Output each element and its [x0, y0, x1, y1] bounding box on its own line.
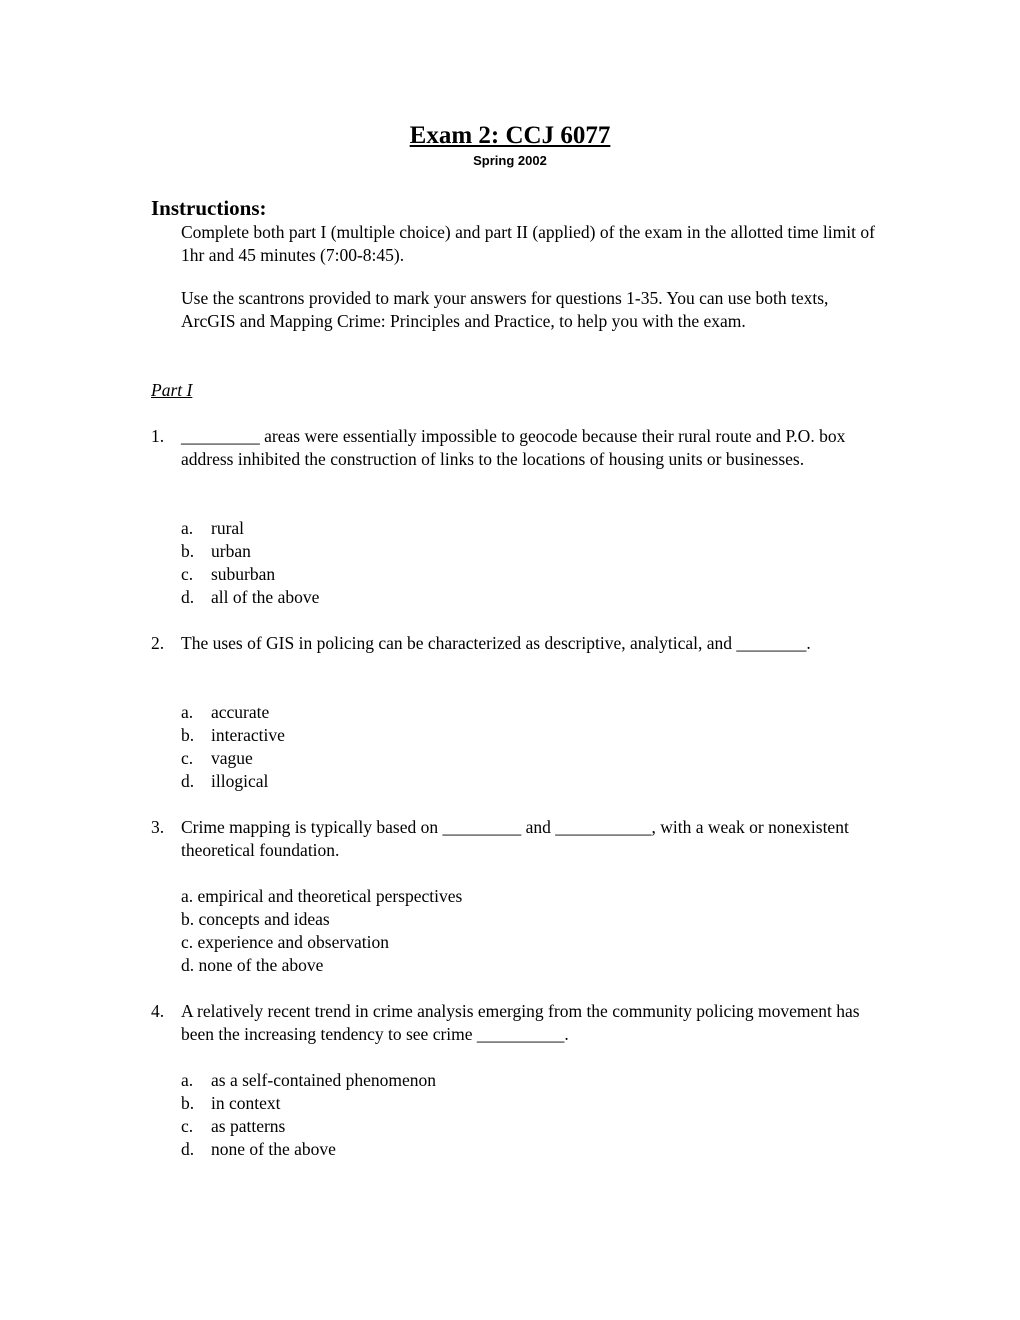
question-number: 3. [151, 817, 165, 837]
option: b. in context [181, 1093, 281, 1113]
question-4 [151, 1000, 881, 1046]
exam-subtitle: Spring 2002 [473, 153, 547, 168]
question-1-options [181, 517, 319, 609]
question-2 [151, 632, 881, 655]
part-label: Part I [151, 380, 193, 400]
option: d. illogical [181, 771, 269, 791]
instructions-paragraph-2: Use the scantrons provided to mark your answers for questions 1-35. You can use both texts, ArcGIS and Mapping Crime: Principles and Practice, to help you with the exam. [181, 288, 829, 331]
option: c. experience and observation [181, 932, 389, 952]
option: a. rural [181, 518, 245, 538]
question-3-options [181, 885, 462, 977]
option: d. none of the above [181, 955, 324, 975]
option: a. as a self-contained phenomenon [181, 1070, 436, 1090]
question-text: _________ areas were essentially impossible to geocode because their rural route and P.O. box address inhibited the construction of links to the locations of housing units or businesses. [181, 426, 846, 469]
instructions-paragraph-1: Complete both part I (multiple choice) and part II (applied) of the exam in the allotted time limit of 1hr and 45 minutes (7:00-8:45). [181, 222, 875, 265]
question-number: 2. [151, 633, 165, 653]
option: d. all of the above [181, 587, 320, 607]
option: b. interactive [181, 725, 285, 745]
instructions-heading: Instructions: [151, 196, 267, 220]
option: c. as patterns [181, 1116, 286, 1136]
option: b. urban [181, 541, 251, 561]
exam-title: Exam 2: CCJ 6077 [409, 122, 611, 149]
option: a. accurate [181, 702, 270, 722]
option: d. none of the above [181, 1139, 336, 1159]
question-4-options [181, 1069, 436, 1161]
question-number: 4. [151, 1001, 165, 1021]
question-text: The uses of GIS in policing can be characterized as descriptive, analytical, and ________. [181, 633, 811, 653]
option: c. suburban [181, 564, 276, 584]
option: b. concepts and ideas [181, 909, 330, 929]
option: a. empirical and theoretical perspectives [181, 886, 463, 906]
question-1 [151, 425, 881, 471]
option: c. vague [181, 748, 253, 768]
question-3 [151, 816, 881, 862]
question-text: Crime mapping is typically based on _________ and ___________, with a weak or nonexistent theoretical foundation. [181, 817, 849, 860]
question-text: A relatively recent trend in crime analysis emerging from the community policing movement has been the increasing tendency to see crime __________. [181, 1001, 860, 1044]
question-number: 1. [151, 426, 165, 446]
question-2-options [181, 701, 285, 793]
